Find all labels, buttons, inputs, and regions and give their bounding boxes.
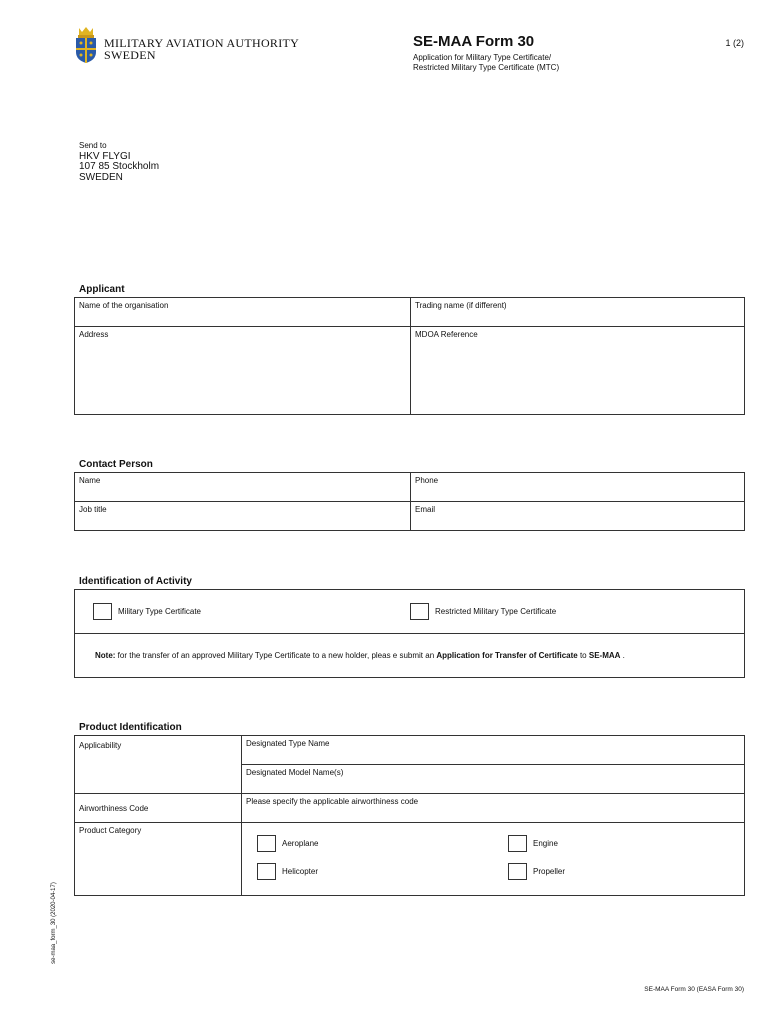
trading-name-field[interactable] — [411, 298, 745, 327]
mdoa-reference-field[interactable] — [411, 327, 745, 415]
org-name-line1: MILITARY AVIATION AUTHORITY — [104, 36, 300, 50]
airworthiness-code-cell — [75, 794, 242, 823]
address-field[interactable] — [75, 327, 411, 415]
crest-logo-icon — [74, 26, 98, 64]
org-name-line2: SWEDEN — [104, 48, 156, 62]
designated-type-label: Designated Type Name — [246, 739, 330, 748]
applicability-cell — [75, 736, 242, 794]
form-title: SE-MAA Form 30 — [413, 33, 535, 50]
subtitle-line2: Restricted Military Type Certificate (MTC) — [413, 63, 560, 72]
org-name — [104, 37, 299, 61]
product-category-label: Product Category — [79, 826, 142, 835]
mtc-checkbox[interactable] — [93, 603, 112, 620]
airworthiness-code-label: Airworthiness Code — [79, 803, 149, 813]
job-title-field[interactable] — [75, 502, 411, 531]
address-label: Address — [79, 330, 109, 339]
applicant-table — [74, 297, 745, 415]
propeller-option — [508, 863, 565, 880]
address-line1: HKV FLYGI — [79, 150, 131, 162]
applicant-section-title: Applicant — [79, 284, 125, 295]
address-line3: SWEDEN — [79, 171, 123, 183]
airworthiness-code-hint: Please specify the applicable airworthiness code — [246, 797, 419, 806]
activity-options-row — [75, 590, 745, 634]
contact-name-label: Name — [79, 476, 101, 485]
email-label: Email — [415, 505, 436, 514]
send-to-address — [79, 141, 159, 183]
activity-table — [74, 589, 745, 678]
note-authority: SE-MAA — [588, 651, 621, 660]
designated-type-field[interactable] — [242, 736, 745, 765]
contact-section-title: Contact Person — [79, 459, 153, 470]
product-category-options — [242, 823, 745, 896]
form-version-side-text: se-maa_form_30 (2020-04-17) — [51, 882, 57, 964]
mdoa-reference-label: MDOA Reference — [415, 330, 478, 339]
note-label: Note: — [95, 651, 116, 660]
trading-name-label: Trading name (if different) — [415, 301, 507, 310]
contact-name-field[interactable] — [75, 473, 411, 502]
designated-model-field[interactable] — [242, 765, 745, 794]
aeroplane-checkbox[interactable] — [257, 835, 276, 852]
engine-label: Engine — [533, 839, 558, 848]
contact-table — [74, 472, 745, 531]
engine-option — [508, 835, 558, 852]
org-name-field[interactable] — [75, 298, 411, 327]
mtc-label: Military Type Certificate — [118, 607, 201, 616]
note-text: for the transfer of an approved Military Type Certificate to a new holder, pleas e submit an — [115, 651, 437, 660]
product-table — [74, 735, 745, 896]
propeller-checkbox[interactable] — [508, 863, 527, 880]
product-section-title: Product Identification — [79, 722, 182, 733]
applicability-label: Applicability — [79, 741, 122, 750]
footer-form-reference: SE-MAA Form 30 (EASA Form 30) — [644, 986, 744, 993]
propeller-label: Propeller — [533, 867, 566, 876]
activity-section-title: Identification of Activity — [79, 576, 192, 587]
helicopter-checkbox[interactable] — [257, 863, 276, 880]
rmtc-label: Restricted Military Type Certificate — [435, 607, 557, 616]
helicopter-label: Helicopter — [282, 867, 319, 876]
helicopter-option — [257, 863, 508, 880]
airworthiness-code-field[interactable] — [242, 794, 745, 823]
send-to-label: Send to — [79, 141, 107, 150]
form-subtitle — [413, 53, 559, 73]
address-line2: 107 85 Stockholm — [79, 161, 160, 172]
aeroplane-option — [257, 835, 508, 852]
subtitle-line1: Application for Military Type Certificate/ — [413, 53, 552, 62]
engine-checkbox[interactable] — [508, 835, 527, 852]
email-field[interactable] — [411, 502, 745, 531]
job-title-label: Job title — [79, 505, 107, 514]
org-name-label: Name of the organisation — [79, 301, 169, 310]
rmtc-option — [410, 603, 556, 620]
phone-field[interactable] — [411, 473, 745, 502]
product-category-cell — [75, 823, 242, 896]
aeroplane-label: Aeroplane — [282, 839, 319, 848]
designated-model-label: Designated Model Name(s) — [246, 768, 344, 777]
note-end: . — [620, 651, 625, 660]
activity-note — [75, 634, 745, 678]
mtc-option — [93, 603, 410, 620]
phone-label: Phone — [415, 476, 439, 485]
rmtc-checkbox[interactable] — [410, 603, 429, 620]
note-to: to — [577, 651, 589, 660]
page-number: 1 (2) — [725, 38, 744, 48]
note-transfer-link: Application for Transfer of Certificate — [436, 651, 578, 660]
